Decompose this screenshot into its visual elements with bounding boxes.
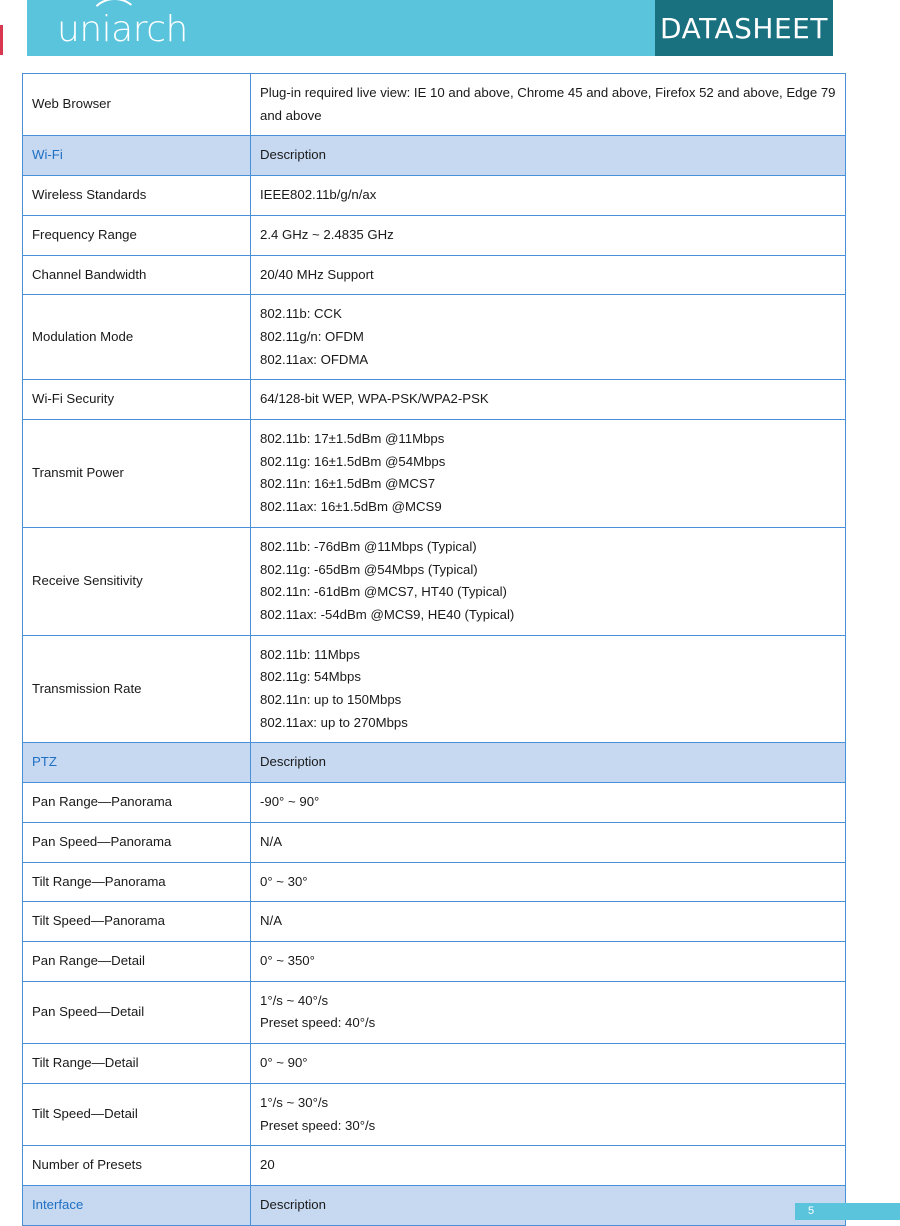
table-row (23, 420, 846, 528)
row-label: Number of Presets (23, 1146, 251, 1186)
section-header-row (23, 136, 846, 176)
row-value: Description (251, 1185, 846, 1225)
row-value-line: 802.11ax: up to 270Mbps (260, 714, 408, 730)
table-row (23, 941, 846, 981)
row-value (251, 981, 846, 1043)
row-value-line: 802.11g: 16±1.5dBm @54Mbps (260, 453, 446, 469)
table-row (23, 215, 846, 255)
row-label: Tilt Range—Panorama (23, 862, 251, 902)
section-header-row (23, 1185, 846, 1225)
row-label: Interface (23, 1185, 251, 1225)
row-value: 20/40 MHz Support (251, 255, 846, 295)
row-value (251, 420, 846, 528)
row-value-line: Preset speed: 40°/s (260, 1015, 376, 1031)
row-label: Transmission Rate (23, 635, 251, 743)
row-value-line: 802.11b: 17±1.5dBm @11Mbps (260, 431, 445, 447)
row-label: Channel Bandwidth (23, 255, 251, 295)
table-row (23, 981, 846, 1043)
row-label: Web Browser (23, 74, 251, 136)
row-label: Pan Range—Detail (23, 941, 251, 981)
row-value-line: Preset speed: 30°/s (260, 1117, 376, 1133)
table-row (23, 635, 846, 743)
row-label: Receive Sensitivity (23, 527, 251, 635)
specification-table-body (23, 74, 846, 1226)
row-value-line: 802.11g: 54Mbps (260, 669, 361, 685)
row-label: Tilt Speed—Detail (23, 1083, 251, 1145)
row-value: Description (251, 743, 846, 783)
row-value: Description (251, 136, 846, 176)
table-row (23, 1146, 846, 1186)
row-value-line: 802.11ax: -54dBm @MCS9, HE40 (Typical) (260, 606, 515, 622)
table-row (23, 527, 846, 635)
row-label: Wi-Fi Security (23, 380, 251, 420)
table-row (23, 902, 846, 942)
logo-arc-icon (89, 0, 140, 21)
row-label: Tilt Range—Detail (23, 1044, 251, 1084)
row-value: -90° ~ 90° (251, 783, 846, 823)
table-row (23, 380, 846, 420)
row-value: 0° ~ 30° (251, 862, 846, 902)
row-value-line: 1°/s ~ 40°/s (260, 992, 329, 1008)
specification-table (22, 73, 846, 1226)
row-value-line: 802.11g: -65dBm @54Mbps (Typical) (260, 561, 478, 577)
table-row (23, 295, 846, 380)
page-header (27, 0, 833, 56)
row-value-line: 802.11n: up to 150Mbps (260, 692, 402, 708)
table-row (23, 862, 846, 902)
row-label: Wi-Fi (23, 136, 251, 176)
row-label: Transmit Power (23, 420, 251, 528)
row-value-line: 802.11b: CCK (260, 306, 342, 322)
row-value: 2.4 GHz ~ 2.4835 GHz (251, 215, 846, 255)
row-value: 0° ~ 90° (251, 1044, 846, 1084)
row-value-line: 802.11b: 11Mbps (260, 646, 360, 662)
row-value-line: 1°/s ~ 30°/s (260, 1094, 329, 1110)
row-value-line: 802.11g/n: OFDM (260, 328, 364, 344)
row-value-line: 802.11ax: 16±1.5dBm @MCS9 (260, 499, 442, 515)
row-value: N/A (251, 902, 846, 942)
row-label: Pan Range—Panorama (23, 783, 251, 823)
section-header-row (23, 743, 846, 783)
row-value: 0° ~ 350° (251, 941, 846, 981)
page-edge-mark (0, 25, 3, 55)
row-value-line: 802.11b: -76dBm @11Mbps (Typical) (260, 538, 477, 554)
row-value: Plug-in required live view: IE 10 and above, Chrome 45 and above, Firefox 52 and above, Edge 79 and above (251, 74, 846, 136)
table-row (23, 74, 846, 136)
row-label: Modulation Mode (23, 295, 251, 380)
table-row (23, 783, 846, 823)
row-value: 64/128-bit WEP, WPA-PSK/WPA2-PSK (251, 380, 846, 420)
row-value: IEEE802.11b/g/n/ax (251, 176, 846, 216)
row-label: Tilt Speed—Panorama (23, 902, 251, 942)
brand-logo-text: uniarch (57, 9, 188, 50)
brand-logo (27, 0, 655, 56)
row-label: PTZ (23, 743, 251, 783)
datasheet-tag: DATASHEET (655, 0, 833, 56)
table-row (23, 1044, 846, 1084)
row-value: 20 (251, 1146, 846, 1186)
page-number: 5 (808, 1205, 815, 1217)
row-label: Pan Speed—Detail (23, 981, 251, 1043)
row-value-line: 802.11n: 16±1.5dBm @MCS7 (260, 476, 436, 492)
row-value (251, 295, 846, 380)
row-label: Pan Speed—Panorama (23, 822, 251, 862)
row-label: Frequency Range (23, 215, 251, 255)
row-value (251, 635, 846, 743)
row-value-line: 802.11n: -61dBm @MCS7, HT40 (Typical) (260, 584, 507, 600)
row-value-line: 802.11ax: OFDMA (260, 351, 369, 367)
table-row (23, 176, 846, 216)
row-label: Wireless Standards (23, 176, 251, 216)
table-row (23, 255, 846, 295)
table-row (23, 1083, 846, 1145)
row-value (251, 527, 846, 635)
table-row (23, 822, 846, 862)
row-value: N/A (251, 822, 846, 862)
row-value (251, 1083, 846, 1145)
